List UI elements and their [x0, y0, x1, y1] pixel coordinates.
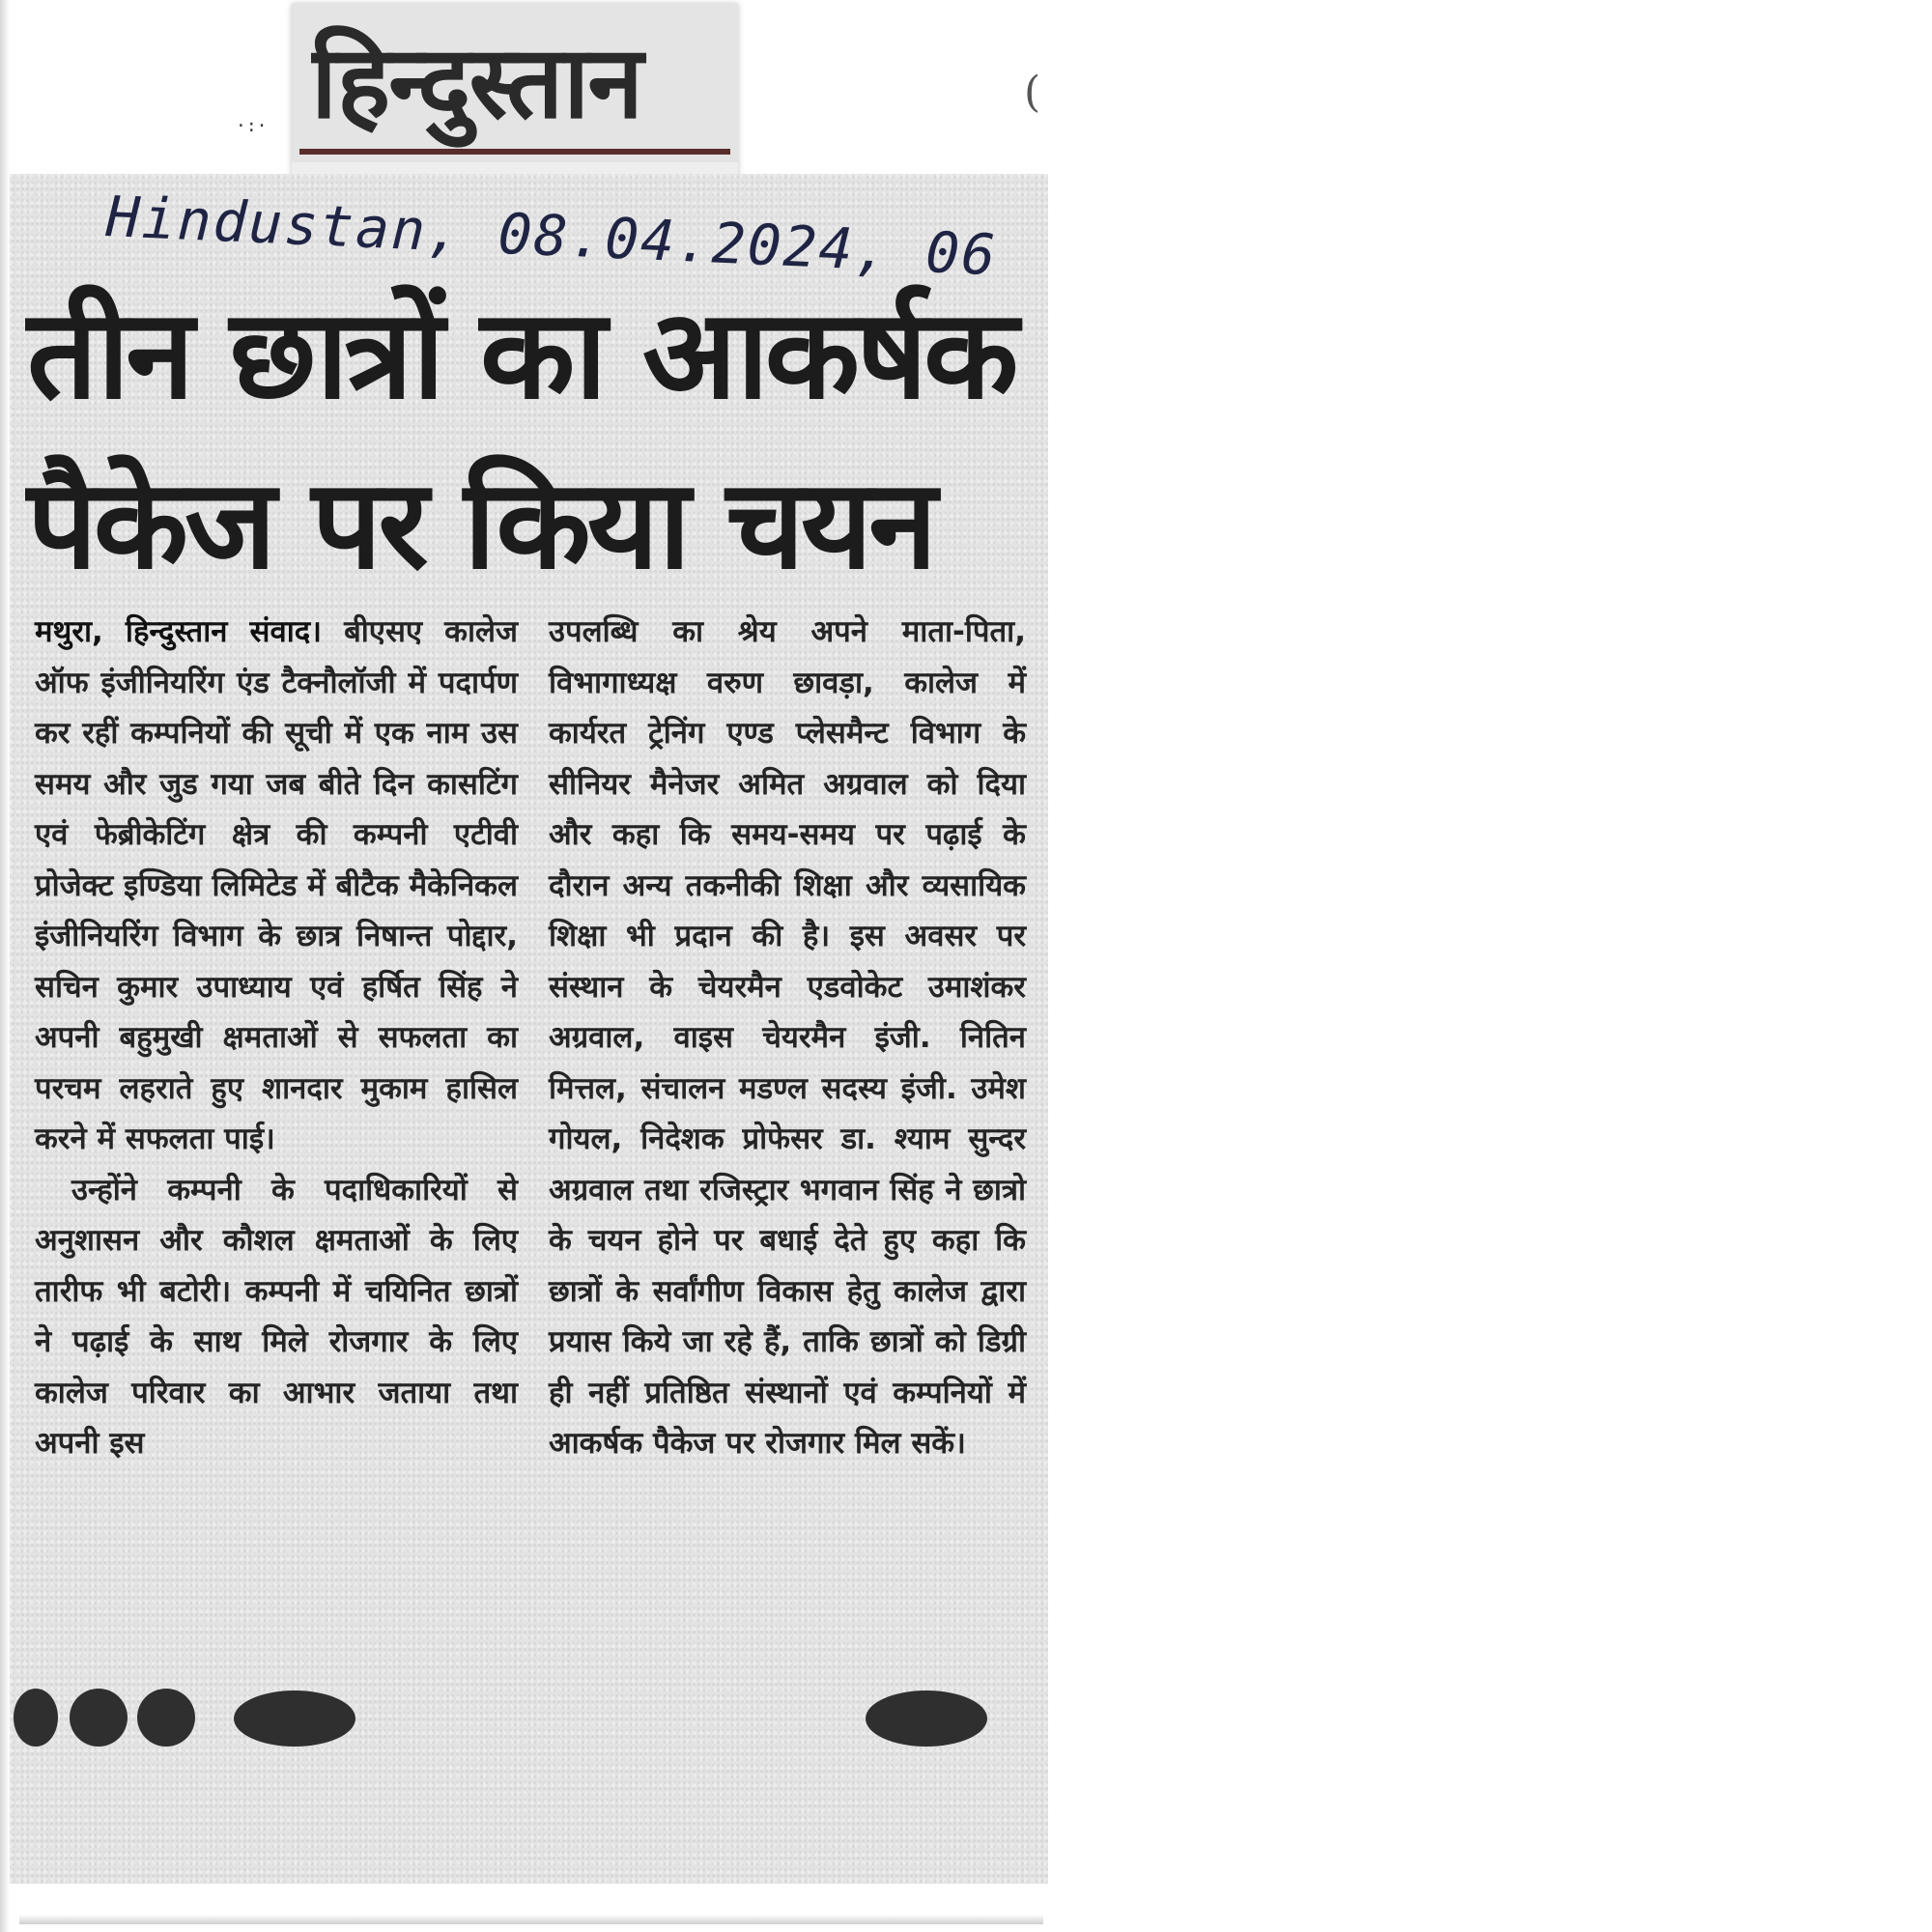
article-paragraph: उपलब्धि का श्रेय अपने माता-पिता, विभागाध्यक्ष वरुण छावड़ा, कालेज में कार्यरत ट्रेनिंग एण्ड प्लेसमैन्ट विभाग के सीनियर मैनेजर अमित अग्रवाल को दिया और कहा कि समय-समय पर पढ़ाई के दौरान अन्य तकनीकी शिक्षा और व्यसायिक शिक्षा भी प्रदान की है। इस अवसर पर संस्थान के चेयरमैन एडवोकेट उमाशंकर अग्रवाल, वाइस चेयरमैन इंजी. नितिन मित्तल, संचालन मडण्ल सदस्य इंजी. उमेश गोयल, निदेशक प्रोफेसर डा. श्याम सुन्दर अग्रवाल तथा रजिस्ट्रार भगवान सिंह ने छात्रो के चयन होने पर बधाई देते हुए कहा कि छात्रों के सर्वांगीण विकास हेतु कालेज द्वारा प्रयास किये जा रहे हैं, ताकि छात्रों को डिग्री ही नहीं प्रतिष्ठित संस्थानों एवं कम्पनियों में आकर्षक पैकेज पर रोजगार मिल सकें।	[549, 614, 1026, 1461]
article-column-left	[35, 607, 518, 1469]
article-headline	[27, 270, 1015, 611]
masthead-rule	[299, 149, 730, 155]
article-column-right	[549, 607, 1026, 1469]
decorative-oval	[866, 1690, 987, 1747]
article-paragraph: उन्होंने कम्पनी के पदाधिकारियों से अनुशासन और कौशल क्षमताओं के लिए तारीफ भी बटोरी। कम्पनी में चयिनित छात्रों ने पढ़ाई के साथ मिले रोजगार के लिए कालेज परिवार का आभार जताया तथा अपनी इस	[35, 1172, 518, 1461]
article-dateline: मथुरा, हिन्दुस्तान संवाद।	[35, 614, 322, 649]
scan-left-shadow	[0, 0, 10, 1932]
news-clipping	[10, 174, 1048, 1884]
decorative-dot	[137, 1689, 195, 1747]
masthead-title: हिन्दुस्तान	[311, 22, 641, 141]
scan-speck-mark: ·:·	[236, 116, 268, 136]
article-paragraph-text: बीएसए कालेज ऑफ इंजीनियरिंग एंड टैक्नौलॉजी में पदार्पण कर रहीं कम्पनियों की सूची में एक नाम उस समय और जुड गया जब बीते दिन कासटिंग एवं फेब्रीकेटिंग क्षेत्र की कम्पनी एटीवी प्रोजेक्ट इण्डिया लिमिटेड में बीटैक मैकेनिकल इंजीनियरिंग विभाग के छात्र निषान्त पोद्दार, सचिन कुमार उपाध्याय एवं हर्षित सिंह ने अपनी बहुमुखी क्षमताओं से सफलता का परचम लहराते हुए शानदार मुकाम हासिल करने में सफलता पाई।	[35, 614, 518, 1156]
decorative-dot	[70, 1689, 128, 1747]
headline-line-2: पैकेज पर किया चयन	[27, 453, 934, 597]
handwritten-source-note: Hindustan, 08.04.2024, 06	[104, 184, 999, 289]
newspaper-masthead	[292, 4, 738, 185]
scan-edge-mark: (	[1024, 68, 1041, 117]
scan-bottom-edge	[19, 1915, 1043, 1924]
article-paragraph	[35, 607, 518, 1165]
decorative-oval	[234, 1690, 355, 1747]
headline-line-1: तीन छात्रों का आकर्षक	[27, 283, 1015, 427]
decorative-dot	[14, 1689, 58, 1747]
